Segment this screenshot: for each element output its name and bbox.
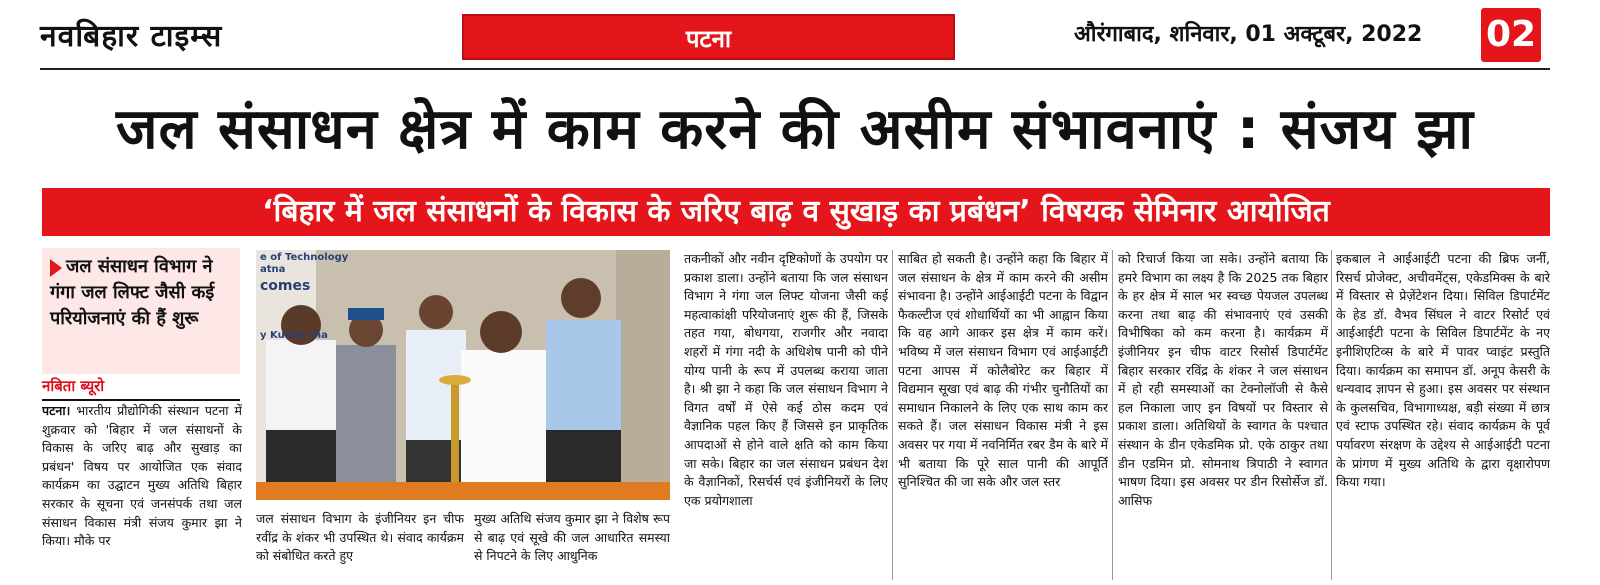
article-column-3: मुख्य अतिथि संजय कुमार झा ने विशेष रूप से बाढ़ एवं सूखे की जल आधारित समस्या से निपटने के लिए आधुनिक: [474, 511, 670, 564]
photo-illustration: [256, 250, 670, 500]
page-number: 02: [1481, 8, 1541, 62]
column-divider: [892, 250, 893, 580]
photo-banner-line-4: y Kumar Jha: [260, 330, 328, 341]
photo-banner-line-2: atna: [260, 264, 286, 275]
article-column-4: तकनीकों और नवीन दृष्टिकोणों के उपयोग पर प्रकाश डाला। उन्होंने बताया कि जल संसाधन विभाग ने गंगा जल लिफ्ट योजना जैसी कई महत्वाकांक्षी परियोजनाएं शुरू की हैं, जिसके तहत गया, बोधगया, राजगीर और नवादा शहरों में गंगा नदी के अधिशेष पानी को पीने योग्य पानी के रूप में उपलब्ध कराया जाता है। श्री झा ने कहा कि जल संसाधन विभाग ने विगत वर्षों में ऐसे कई ठोस कदम एवं वैज्ञानिक पहल किए हैं जिससे इन प्राकृतिक आपदाओं से होने वाले क्षति को काम किया जा सके। बिहार का जल संसाधन प्रबंधन देश के वैज्ञानिकों, रिसर्चर्स एवं इंजीनियरों के लिए एक प्रयोगशाला: [684, 251, 888, 508]
section-label: पटना: [462, 14, 955, 60]
byline: नबिता ब्यूरो: [42, 376, 240, 401]
masthead: [0, 0, 1600, 72]
masthead-rule: [40, 68, 1550, 70]
article-column-7: इकबाल ने आईआईटी पटना की ब्रिफ जर्नी, रिसर्च प्रोजेक्ट, अचीवमेंट्स, एकेडमिक्स के बारे में विस्तार से प्रेज़ेंटेशन दिया। सिविल डिपार्टमेंट के हेड डॉ. वैभव सिंघल ने वाटर रिसोर्ट एवं आईआईटी पटना के सिविल डिपार्टमेंट के नए इनीशिएटिव्स के बारे में पावर प्वाइंट प्रस्तुति दिया। कार्यक्रम का समापन डॉ. अनूप केसरी के धन्यवाद ज्ञापन से हुआ। इस अवसर पर संस्थान के कुलसचिव, विभागाध्यक्ष, बड़ी संख्या में छात्र एवं स्टाफ उपस्थित रहे। संवाद कार्यक्रम के पूर्व पर्यावरण संरक्षण के उद्देश्य से आईआईटी पटना के प्रांगण में मुख्य अतिथि के द्वारा वृक्षारोपण किया गया।: [1336, 251, 1550, 490]
news-photo: [256, 250, 670, 500]
article-column-1: [42, 402, 242, 582]
photo-banner-line-3: comes: [260, 278, 311, 294]
article-column-6: को रिचार्ज किया जा सके। उन्होंने बताया कि हमरे विभाग का लक्ष्य है कि 2025 तक बिहार के हर क्षेत्र में साल भर स्वच्छ पेयजल उपलब्ध करना तथा बाढ़ की संभावनाएं एवं उसकी विभीषिका को कम करना है। कार्यक्रम में इंजीनियर इन चीफ वाटर रिसोर्स डिपार्टमेंट बिहार सरकार रविंद्र के शंकर ने जल संसाधन में हो रही समस्याओं का टेक्नोलॉजी से कैसे हल निकाला जाए इन विषयों पर विस्तार से प्रकाश डाला। अतिथियों के स्वागत के पश्चात संस्थान के डीन एकेडमिक प्रो. एके ठाकुर तथा डीन एडमिन प्रो. सोमनाथ त्रिपाठी ने स्वागत भाषण दिया। इस अवसर पर डीन रिसोर्सेज डॉ. आसिफ: [1118, 251, 1328, 508]
dateline-lead: पटना।: [42, 403, 71, 418]
headline: जल संसाधन क्षेत्र में काम करने की असीम संभावनाएं : संजय झा: [116, 97, 1474, 162]
article-column-5: साबित हो सकती है। उन्होंने कहा कि बिहार में जल संसाधन के क्षेत्र में काम करने की असीम संभावना है। उन्होंने आईआईटी पटना के विद्वान फैकल्टीज एवं शोधार्थियों का भी आह्वान किया कि वह आगे आकर इस क्षेत्र में काम करें। भविष्य में जल संसाधन विभाग एवं आईआईटी पटना आपस में कोलैबोरेट कर बिहार में विद्यमान सूखा एवं बाढ़ की गंभीर चुनौतियों का समाधान निकालने के लिए एक साथ काम कर सकते हैं। जल संसाधन विकास मंत्री ने इस अवसर पर गया में नवनिर्मित रबर डैम के बारे में भी बताया कि पूरे साल पानी की आपूर्ति सुनिश्चित की जा सके और जल स्तर: [898, 251, 1108, 490]
column-1-text: भारतीय प्रौद्योगिकी संस्थान पटना में शुक्रवार को 'बिहार में जल संसाधनों के विकास के जरिए बाढ़ और सुखाड़ का प्रबंधन' विषय पर आयोजित एक संवाद कार्यक्रम का उद्घाटन मुख्य अतिथि बिहार सरकार के सूचना एवं जनसंपर्क तथा जल संसाधन विकास मंत्री संजय कुमार झा ने किया। मौके पर: [42, 403, 242, 549]
sidebar-quote: [42, 248, 240, 374]
quote-text: जल संसाधन विभाग ने गंगा जल लिफ्ट जैसी कई परियोजनाएं की हैं शुरू: [50, 256, 215, 329]
column-divider: [1331, 250, 1332, 580]
paper-name: नवबिहार टाइम्स: [40, 19, 223, 54]
photo-banner-line-1: e of Technology: [260, 252, 349, 263]
column-divider: [1112, 250, 1113, 580]
subheadline: ‘बिहार में जल संसाधनों के विकास के जरिए बाढ़ व सुखाड़ का प्रबंधन’ विषयक सेमिनार आयोजित: [42, 188, 1550, 236]
arrow-icon: [50, 259, 62, 277]
dateline: औरंगाबाद, शनिवार, 01 अक्टूबर, 2022: [1074, 22, 1423, 47]
article-column-2: जल संसाधन विभाग के इंजीनियर इन चीफ रवींद्र के शंकर भी उपस्थित थे। संवाद कार्यक्रम को संबोधित करते हुए: [256, 511, 464, 564]
